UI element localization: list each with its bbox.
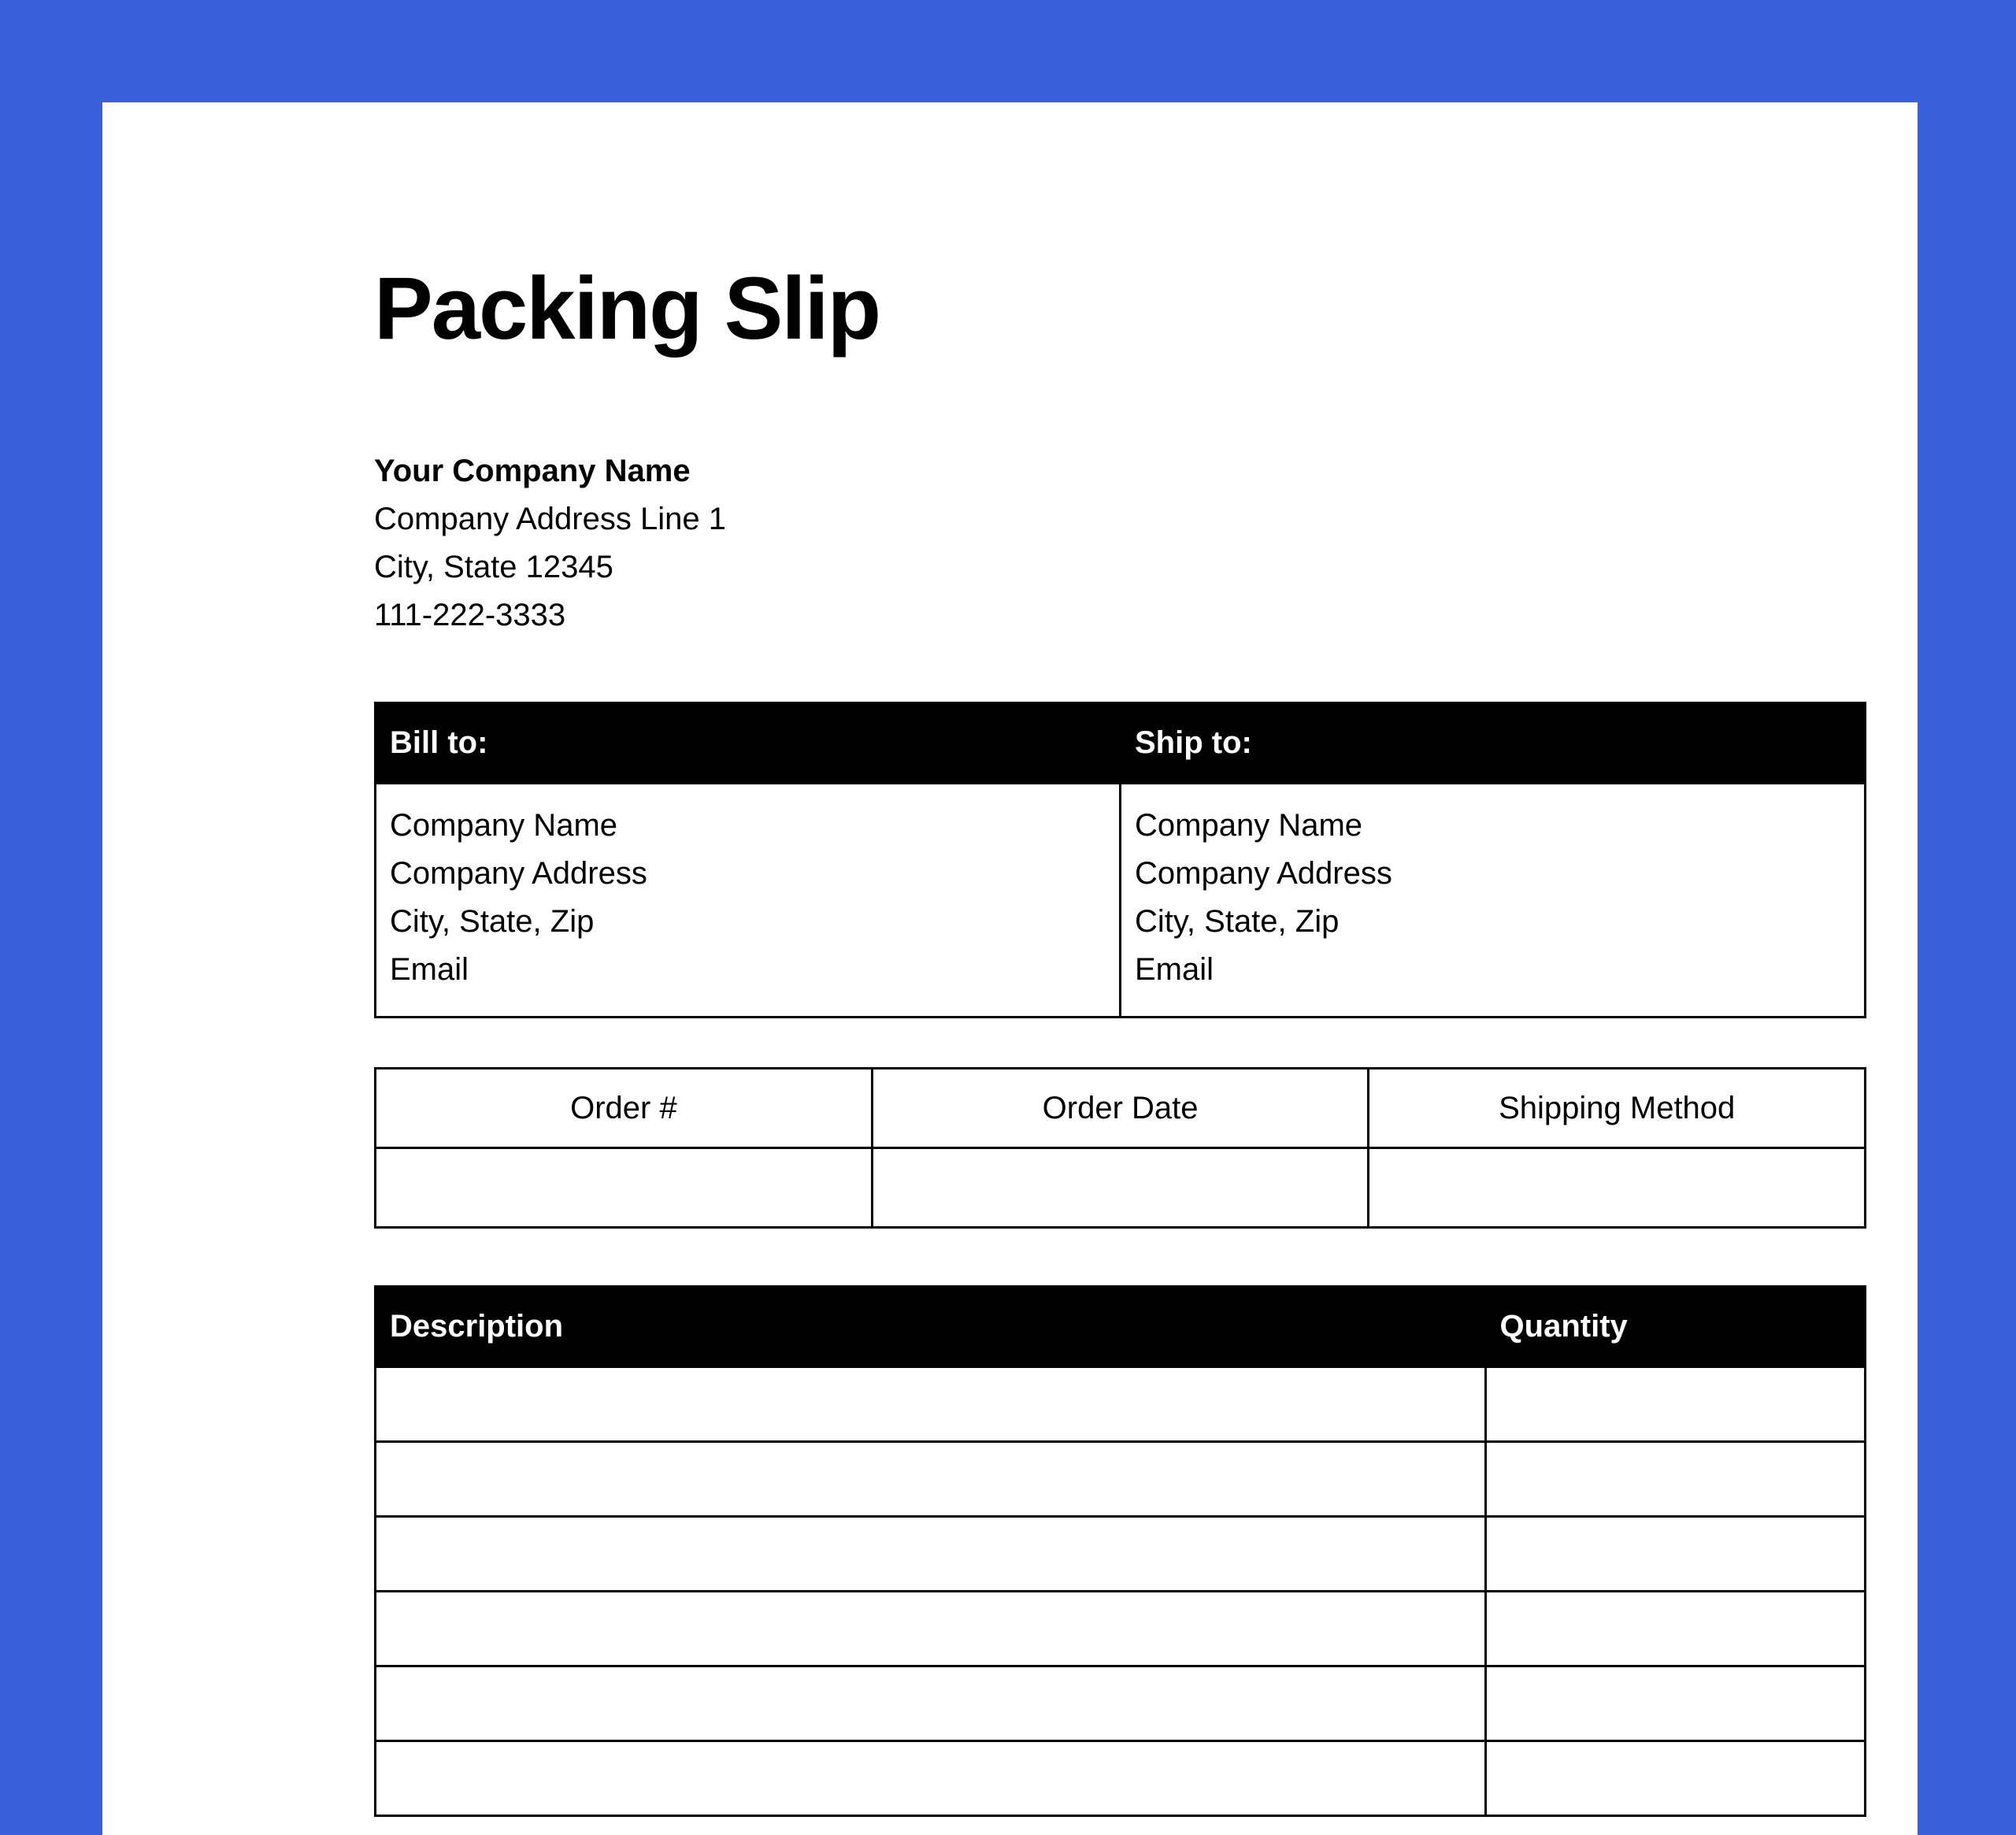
bill-to-line: Company Name xyxy=(390,808,618,843)
ship-to-cell[interactable] xyxy=(1121,784,1866,1017)
address-table-row xyxy=(376,784,1866,1017)
table-row xyxy=(376,1740,1866,1815)
ship-to-line: City, State, Zip xyxy=(1135,903,1340,939)
quantity-header: Quantity xyxy=(1485,1286,1865,1366)
table-row xyxy=(376,1516,1866,1591)
item-description-cell[interactable] xyxy=(376,1366,1486,1441)
item-quantity-cell[interactable] xyxy=(1485,1666,1865,1740)
item-quantity-cell[interactable] xyxy=(1485,1366,1865,1441)
item-description-cell[interactable] xyxy=(376,1591,1486,1666)
ship-to-line: Company Address xyxy=(1135,856,1392,892)
item-description-cell[interactable] xyxy=(376,1516,1486,1591)
document-page xyxy=(102,102,1918,1835)
table-row xyxy=(376,1666,1866,1740)
order-info-header-row xyxy=(376,1068,1866,1147)
order-number-header: Order # xyxy=(376,1068,873,1147)
order-date-value[interactable] xyxy=(872,1147,1369,1227)
company-info-block xyxy=(374,447,1839,639)
bill-to-heading: Bill to: xyxy=(376,703,1121,784)
item-description-cell[interactable] xyxy=(376,1666,1486,1740)
table-row xyxy=(376,1591,1866,1666)
shipping-method-header: Shipping Method xyxy=(1369,1068,1866,1147)
order-date-header: Order Date xyxy=(872,1068,1369,1147)
ship-to-heading: Ship to: xyxy=(1121,703,1866,784)
bill-to-line: Company Address xyxy=(390,856,647,892)
company-name: Your Company Name xyxy=(374,454,691,489)
company-address-line-1: Company Address Line 1 xyxy=(374,501,726,536)
company-city-state-zip: City, State 12345 xyxy=(374,549,613,584)
item-quantity-cell[interactable] xyxy=(1485,1516,1865,1591)
address-table-header-row xyxy=(376,703,1866,784)
item-quantity-cell[interactable] xyxy=(1485,1740,1865,1815)
table-row xyxy=(376,1441,1866,1516)
item-quantity-cell[interactable] xyxy=(1485,1441,1865,1516)
bill-to-cell[interactable] xyxy=(376,784,1121,1017)
table-row xyxy=(376,1366,1866,1441)
ship-to-line: Company Name xyxy=(1135,808,1363,843)
ship-to-line: Email xyxy=(1135,951,1214,987)
company-phone: 111-222-3333 xyxy=(374,597,566,632)
description-header: Description xyxy=(376,1286,1486,1366)
page-title: Packing Slip xyxy=(374,259,880,358)
address-table xyxy=(374,702,1866,1018)
items-table-header-row xyxy=(376,1286,1866,1366)
item-description-cell[interactable] xyxy=(376,1740,1486,1815)
items-table xyxy=(374,1285,1866,1817)
order-info-table xyxy=(374,1067,1866,1229)
document-body xyxy=(272,260,1839,1817)
shipping-method-value[interactable] xyxy=(1369,1147,1866,1227)
bill-to-line: Email xyxy=(390,951,469,987)
order-info-value-row xyxy=(376,1147,1866,1227)
bill-to-line: City, State, Zip xyxy=(390,903,595,939)
order-number-value[interactable] xyxy=(376,1147,873,1227)
item-quantity-cell[interactable] xyxy=(1485,1591,1865,1666)
item-description-cell[interactable] xyxy=(376,1441,1486,1516)
